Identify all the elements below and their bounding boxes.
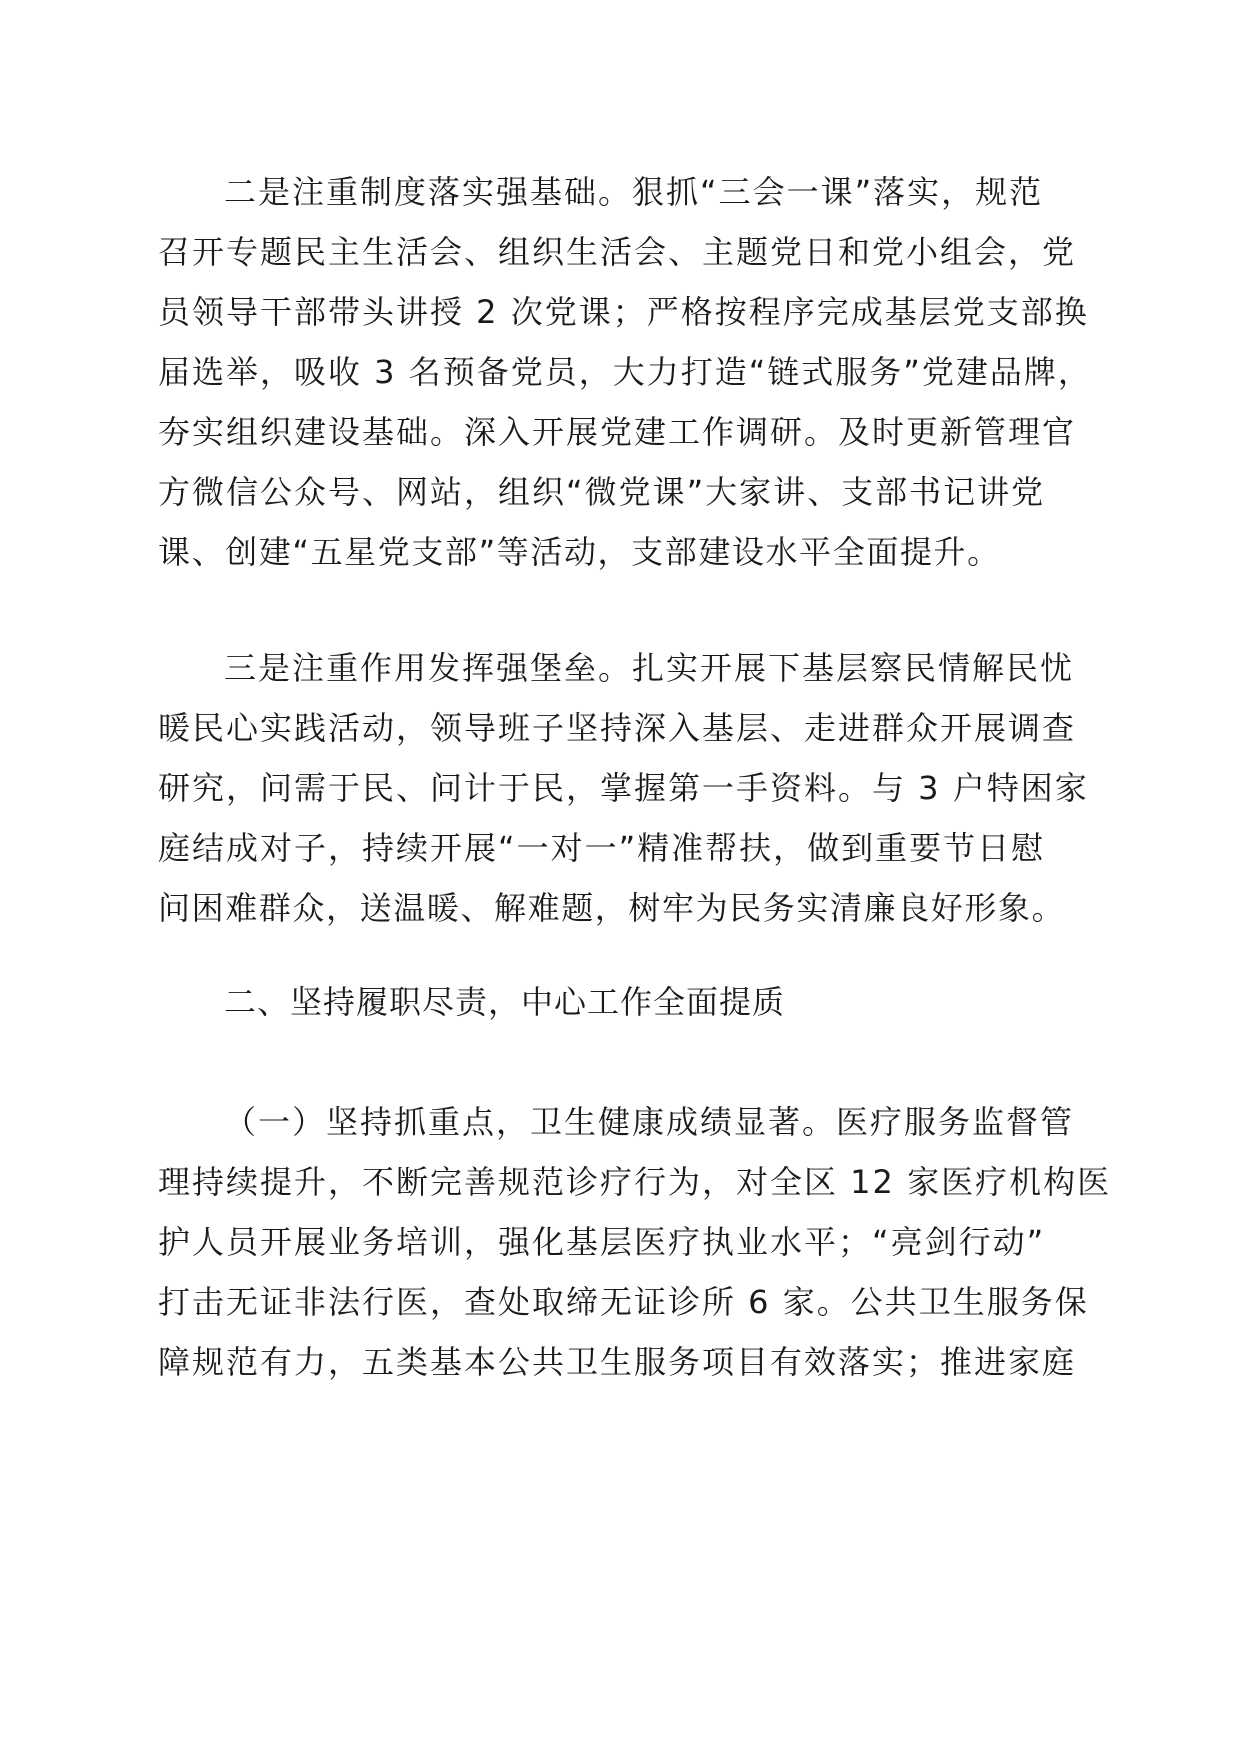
paragraph-line: 方微信公众号、网站，组织“微党课”大家讲、支部书记讲党 (158, 473, 1046, 511)
paragraph-line: 护人员开展业务培训，强化基层医疗执业水平；“亮剑行动” (158, 1223, 1046, 1261)
paragraph-line: 夯实组织建设基础。深入开展党建工作调研。及时更新管理官 (158, 413, 1077, 451)
paragraph-line: 二是注重制度落实强基础。狠抓“三会一课”落实，规范 (224, 173, 1044, 211)
paragraph-line: 庭结成对子，持续开展“一对一”精准帮扶，做到重要节日慰 (158, 829, 1046, 867)
paragraph-line: 问困难群众，送温暖、解难题，树牢为民务实清廉良好形象。 (158, 889, 1066, 927)
section-heading-text: 二、坚持履职尽责，中心工作全面提质 (224, 983, 786, 1021)
paragraph-line: 召开专题民主生活会、组织生活会、主题党日和党小组会，党 (158, 233, 1077, 271)
paragraph-line: 三是注重作用发挥强堡垒。扎实开展下基层察民情解民忧 (224, 649, 1075, 687)
paragraph-line: 课、创建“五星党支部”等活动，支部建设水平全面提升。 (158, 533, 1001, 571)
paragraph-line: 理持续提升，不断完善规范诊疗行为，对全区 12 家医疗机构医 (158, 1163, 1112, 1201)
paragraph-line: 届选举，吸收 3 名预备党员，大力打造“链式服务”党建品牌， (158, 353, 1092, 391)
paragraph-line: （一）坚持抓重点，卫生健康成绩显著。医疗服务监督管 (224, 1103, 1075, 1141)
paragraph-line: 暖民心实践活动，领导班子坚持深入基层、走进群众开展调查 (158, 709, 1077, 747)
paragraph-line: 员领导干部带头讲授 2 次党课；严格按程序完成基层党支部换 (158, 293, 1089, 331)
paragraph-line: 障规范有力，五类基本公共卫生服务项目有效落实；推进家庭 (158, 1343, 1077, 1381)
paragraph-line: 打击无证非法行医，查处取缔无证诊所 6 家。公共卫生服务保 (158, 1283, 1089, 1321)
paragraph-line: 研究，问需于民、问计于民，掌握第一手资料。与 3 户特困家 (158, 769, 1089, 807)
